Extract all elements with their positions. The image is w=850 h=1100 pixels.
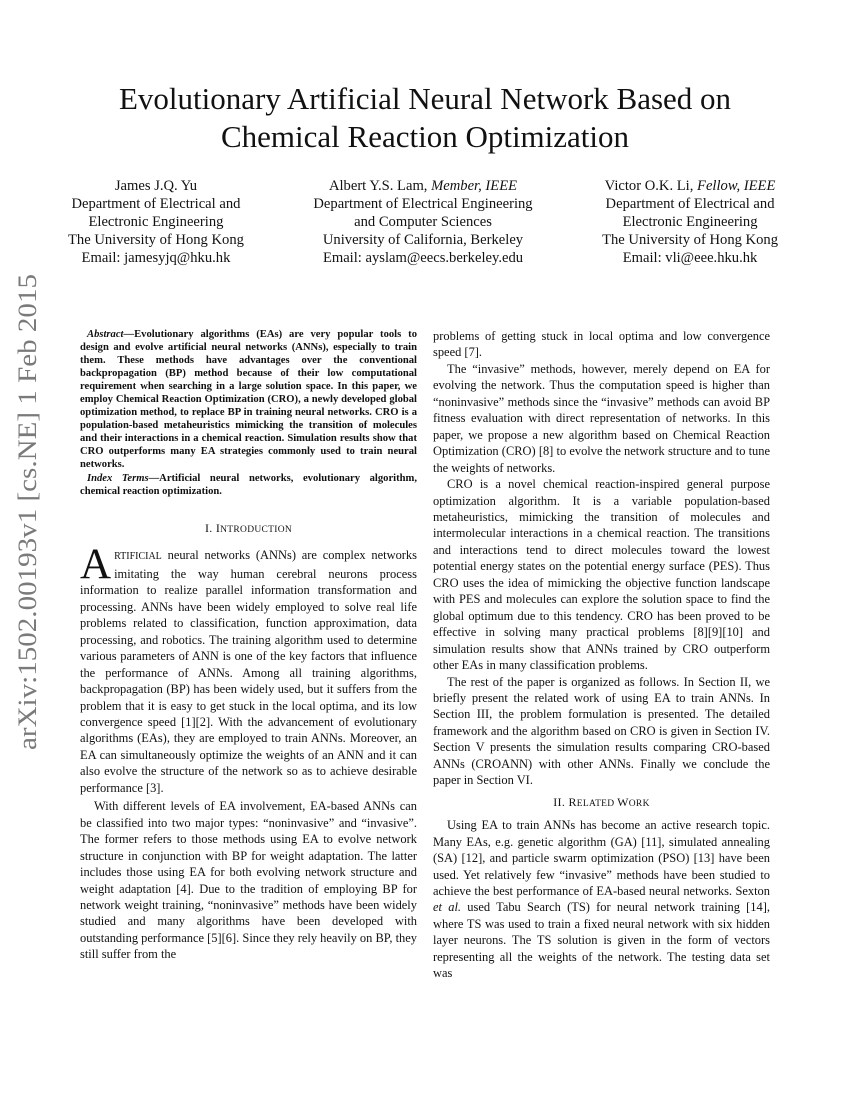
section-heading-introduction <box>80 520 417 538</box>
author-affiliation-line: and Computer Sciences <box>354 214 492 230</box>
author-lam <box>313 177 532 267</box>
intro-paragraph-5: The rest of the paper is organized as follows. In Section II, we briefly present the related work of using EA to train ANNs. In Section III, the problem formulation is presented. The detailed framework and the algorithm based on CRO is given in Section IV. Section V presents the simulation results comparing CRO-based ANNs (CROANN) with other ANNs. Finally we conclude the paper in Section VI. <box>433 674 770 788</box>
section-heading-cap: W <box>617 794 629 809</box>
abstract-label: Abstract <box>87 329 124 340</box>
author-affiliation-line: The University of Hong Kong <box>68 232 244 248</box>
intro-paragraph-1 <box>80 541 417 796</box>
author-affiliation-line: University of California, Berkeley <box>322 232 524 248</box>
author-email: Email: ayslam@eecs.berkeley.edu <box>322 250 524 266</box>
drop-cap: A <box>80 541 112 589</box>
paper-title <box>60 80 790 156</box>
author-affiliation-line: Department of Electrical Engineering <box>313 196 533 212</box>
arxiv-stamp-text: arXiv:1502.00193v1 [cs.NE] 1 Feb 2015 <box>13 323 42 750</box>
section-heading-rest: NTRODUCTION <box>220 525 293 535</box>
intro-paragraph-3: The “invasive” methods, however, merely depend on EA for evolving the network. Thus the computation speed is higher than “noninvasive” methods since the “invasive” methods can avoid BP fitness evaluation with direct representation of networks. In this paper, we propose a new algorithm based on Chemical Reaction Optimization (CRO) [8] to evolve the network structure and to tune the weights of networks. <box>433 361 770 475</box>
arxiv-stamp <box>9 272 45 750</box>
author-email: Email: jamesyjq@hku.hk <box>81 250 231 266</box>
author-li <box>602 177 778 267</box>
section-heading-rest: ELATED <box>576 798 618 809</box>
intro-paragraph-1-text: neural networks (ANNs) are complex networks imitating the way human cerebral neurons process information to realize parallel information transformation and processing. ANNs have been widely employed to solve real life problems related to classification, function approximation, data processing, and robotics. The training algorithm used to determine various parameters of ANN is one of the key factors that influence the performance of ANNs. Among all training algorithms, backpropagation (BP) has been widely used, but it suffers from the problem that it is easy to get stuck in the local optima, and its low convergence speed [1][2]. With the advancement of evolutionary algorithms (EAs), they are employed to train ANNs. Moreover, an EA can simultaneously optimize the weights of an ANN and it can also evolve the structure of the network so as to achieve desirable performance [3]. <box>80 548 417 795</box>
author-affiliation-line: The University of Hong Kong <box>602 232 778 248</box>
index-terms <box>80 472 417 498</box>
author-name: Albert Y.S. Lam, <box>328 178 428 194</box>
author-block <box>68 177 778 267</box>
author-yu <box>68 177 244 267</box>
section-heading-cap: R <box>568 794 577 809</box>
related-text-a: Using EA to train ANNs has become an active research topic. Many EAs, e.g. genetic algorithm (GA) [11], simulated annealing (SA) [12], and particle swarm optimization (PSO) [13] have been used. Yet relatively few “invasive” methods have been studied to achieve the best performance of EA-based neural networks. Sexton <box>433 818 770 898</box>
author-affiliation-line: Electronic Engineering <box>622 214 758 230</box>
section-heading-related-work <box>433 794 770 812</box>
related-paragraph-1 <box>433 817 770 982</box>
author-role: Fellow, IEEE <box>697 178 776 194</box>
section-heading-cap: I <box>215 521 221 535</box>
author-name: Victor O.K. Li, <box>604 178 694 194</box>
index-terms-text: —Artificial neural networks, evolutionary algorithm, chemical reaction optimization. <box>80 473 417 497</box>
author-name: James J.Q. Yu <box>114 178 198 194</box>
author-email: Email: vli@eee.hku.hk <box>622 250 758 266</box>
abstract <box>80 328 417 471</box>
title-line-1: Evolutionary Artificial Neural Network Based on <box>118 81 732 116</box>
section-number: I. <box>204 521 216 535</box>
section-heading-rest: ORK <box>628 798 650 809</box>
intro-paragraph-2: With different levels of EA involvement, EA-based ANNs can be classified into two major types: “noninvasive” and “invasive”. The former refers to those methods using EA to evolve network structure in conjunction with BP for weight adaptation. The latter includes those using EA for both evolving network structure and weight adaptation [4]. Due to the tradition of employing BP for network weight training, “noninvasive” methods have been widely studied and many algorithms have been developed with outstanding performance [5][6]. Since they rely heavily on BP, they still suffer from the <box>80 799 417 962</box>
intro-paragraph-4: CRO is a novel chemical reaction-inspired general purpose optimization algorithm. It is a variable population-based metaheuristics, mimicking the transition of molecules and intermolecular interactions in a chemical reaction. The transitions and interactions tend to direct molecules toward the lowest potential energy states on the potential energy surface (PES). Thus CRO uses the idea of mimicking the objective function landscape with PES and molecules can explore the solution space to find the global optimum due to this tendency. CRO has been proved to be effective in solving many practical problems [8][9][10] and simulation results show that ANNs trained by CRO outperform other EAs in many classification problems. <box>433 477 770 673</box>
author-affiliation-line: Department of Electrical and <box>605 196 775 212</box>
author-affiliation-line: Department of Electrical and <box>71 196 241 212</box>
title-line-2: Chemical Reaction Optimization <box>220 119 630 154</box>
right-column <box>433 328 770 982</box>
abstract-text: —Evolutionary algorithms (EAs) are very popular tools to design and evolve artificial neural networks (ANNs), especially to train them. These methods have advantages over the conventional backpropagation (BP) method because of their low computational requirement when searching in a large solution space. In this paper, we employ Chemical Reaction Optimization (CRO), a newly developed global optimization method, to replace BP in training neural networks. CRO is a population-based metaheuristics mimicking the transition of molecules and their interactions in a chemical reaction. Simulation results show that CRO outperforms many EA strategies commonly used to train neural networks. <box>80 329 417 470</box>
intro-paragraph-2-continued: problems of getting stuck in local optima and low convergence speed [7]. <box>433 329 770 360</box>
index-terms-label: Index Terms <box>87 473 149 484</box>
related-text-b: used Tabu Search (TS) for neural network training [14], where TS was used to train a fixed neural network with six hidden layer neurons. The TS solution is given in the form of vectors representing all the weights of the network. The testing data set was <box>433 900 770 981</box>
author-role: Member, IEEE <box>431 178 518 194</box>
left-column <box>80 328 417 963</box>
author-affiliation-line: Electronic Engineering <box>88 214 224 230</box>
et-al: et al. <box>433 900 462 915</box>
intro-lead-word: RTIFICIAL <box>114 551 162 563</box>
section-number: II. <box>553 794 569 809</box>
